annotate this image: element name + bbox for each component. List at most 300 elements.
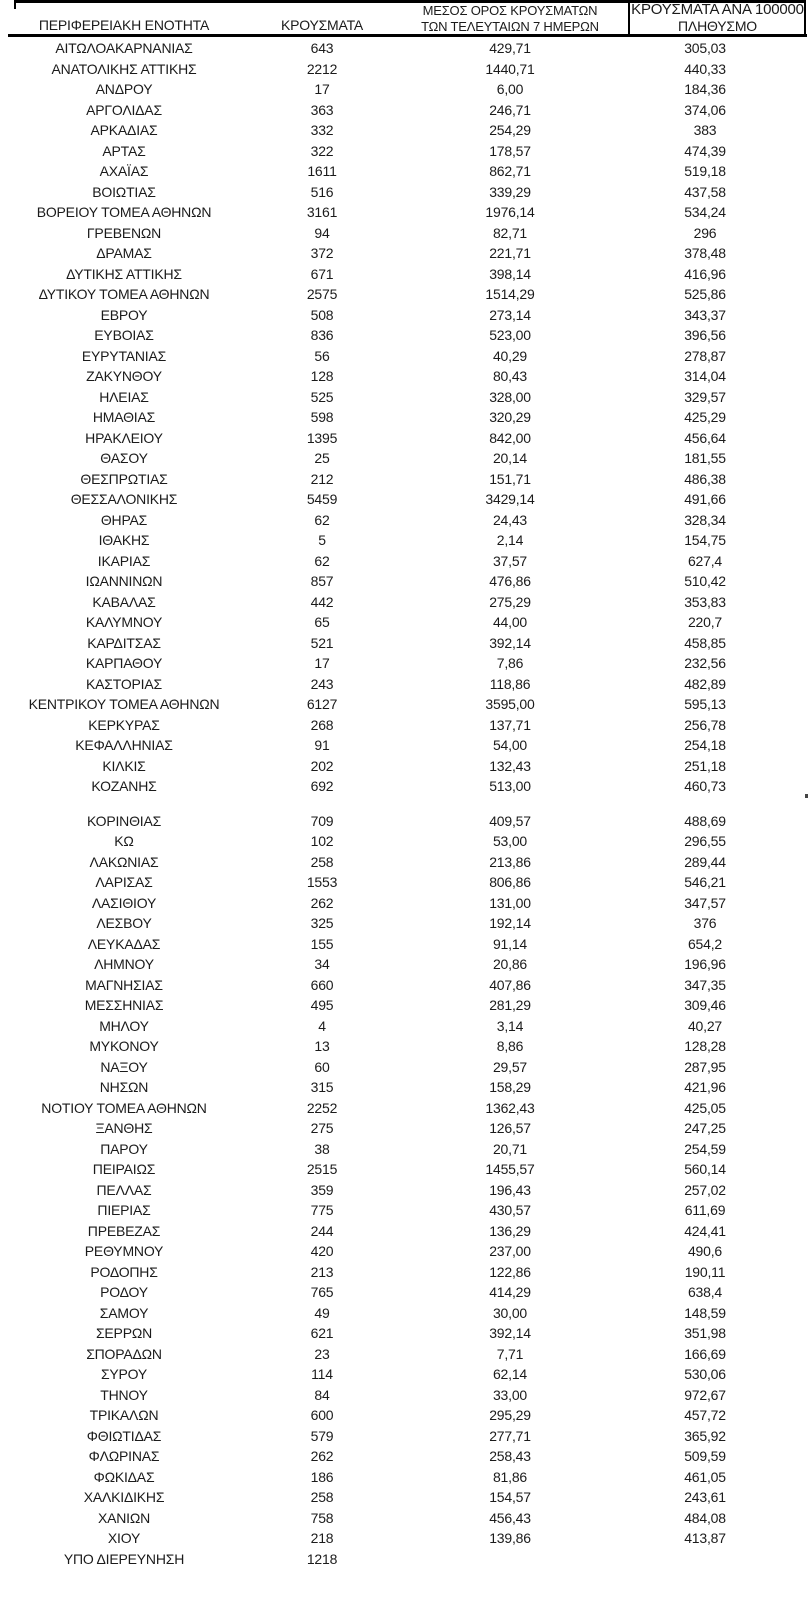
region-cell: ΑΡΓΟΛΙΔΑΣ xyxy=(86,101,162,118)
region-cell: ΧΑΝΙΩΝ xyxy=(97,1509,151,1526)
per100k-cell: 254,18 xyxy=(684,737,726,754)
cases-cell: 38 xyxy=(314,1140,330,1157)
avg7-cell: 154,57 xyxy=(489,1489,531,1506)
region-cell: ΠΕΛΛΑΣ xyxy=(96,1181,152,1198)
region-cell: ΣΑΜΟΥ xyxy=(99,1304,149,1321)
region-cell: ΤΡΙΚΑΛΩΝ xyxy=(89,1407,159,1424)
avg7-cell: 3595,00 xyxy=(485,696,535,713)
cases-cell: 643 xyxy=(310,40,334,57)
table-row xyxy=(0,469,810,490)
cases-cell: 322 xyxy=(310,142,334,159)
table-row xyxy=(0,913,810,934)
table-row xyxy=(0,182,810,203)
table-row xyxy=(0,264,810,285)
per100k-cell: 546,21 xyxy=(684,874,726,891)
cases-cell: 579 xyxy=(310,1427,334,1444)
per100k-cell: 560,14 xyxy=(684,1161,726,1178)
table-row xyxy=(0,1098,810,1119)
avg7-cell: 320,29 xyxy=(489,409,531,426)
cases-cell: 315 xyxy=(310,1079,334,1096)
avg7-cell: 513,00 xyxy=(489,778,531,795)
cases-cell: 258 xyxy=(310,853,334,870)
cases-cell: 516 xyxy=(310,183,334,200)
avg7-cell: 158,29 xyxy=(489,1079,531,1096)
table-row xyxy=(0,1323,810,1344)
table-row xyxy=(0,934,810,955)
cases-cell: 758 xyxy=(310,1509,334,1526)
per100k-cell: 654,2 xyxy=(687,935,723,952)
per100k-cell: 289,44 xyxy=(684,853,726,870)
region-cell: ΚΙΛΚΙΣ xyxy=(102,757,146,774)
table-row xyxy=(0,202,810,223)
cases-cell: 442 xyxy=(310,593,334,610)
table-row xyxy=(0,1262,810,1283)
cases-cell: 325 xyxy=(310,915,334,932)
region-cell: ΑΡΚΑΔΙΑΣ xyxy=(90,122,158,139)
region-cell: ΦΛΩΡΙΝΑΣ xyxy=(88,1448,160,1465)
avg7-cell: 3429,14 xyxy=(485,491,535,508)
region-cell: ΤΗΝΟΥ xyxy=(100,1386,148,1403)
cases-cell: 600 xyxy=(310,1407,334,1424)
per100k-cell: 257,02 xyxy=(684,1181,726,1198)
avg7-cell: 339,29 xyxy=(489,183,531,200)
header-avg-7day-line2: ΤΩΝ ΤΕΛΕΥΤΑΙΩΝ 7 ΗΜΕΡΩΝ xyxy=(421,18,599,34)
cases-cell: 5459 xyxy=(306,491,338,508)
cases-cell: 3161 xyxy=(306,204,338,221)
cases-cell: 202 xyxy=(310,757,334,774)
header-per-100k xyxy=(630,1,805,34)
table-row xyxy=(0,831,810,852)
region-cell: ΜΑΓΝΗΣΙΑΣ xyxy=(85,976,163,993)
avg7-cell: 7,71 xyxy=(496,1345,524,1362)
per100k-cell: 611,69 xyxy=(684,1202,726,1219)
region-cell: ΛΑΣΙΘΙΟΥ xyxy=(91,894,157,911)
table-header xyxy=(0,0,810,37)
cases-cell: 2575 xyxy=(306,286,338,303)
table-row xyxy=(0,694,810,715)
per100k-cell: 347,57 xyxy=(684,894,726,911)
per100k-cell: 376 xyxy=(693,915,717,932)
cases-cell: 521 xyxy=(310,634,334,651)
cases-cell: 34 xyxy=(314,956,330,973)
cases-cell: 765 xyxy=(310,1284,334,1301)
avg7-cell: 40,29 xyxy=(492,347,528,364)
per100k-cell: 457,72 xyxy=(684,1407,726,1424)
avg7-cell: 398,14 xyxy=(489,265,531,282)
per100k-cell: 181,55 xyxy=(684,450,726,467)
region-cell: ΘΗΡΑΣ xyxy=(100,511,148,528)
cases-cell: 212 xyxy=(310,470,334,487)
region-cell: ΘΑΣΟΥ xyxy=(100,450,148,467)
header-cases: ΚΡΟΥΣΜΑΤΑ xyxy=(280,17,364,33)
region-cell: ΕΒΡΟΥ xyxy=(100,306,148,323)
table-row xyxy=(0,1467,810,1488)
per100k-cell: 972,67 xyxy=(684,1386,726,1403)
avg7-cell: 122,86 xyxy=(489,1263,531,1280)
avg7-cell: 1976,14 xyxy=(485,204,535,221)
cases-cell: 857 xyxy=(310,573,334,590)
per100k-cell: 287,95 xyxy=(684,1058,726,1075)
cases-cell: 155 xyxy=(310,935,334,952)
avg7-cell: 281,29 xyxy=(489,997,531,1014)
per100k-cell: 534,24 xyxy=(684,204,726,221)
table-row xyxy=(0,1508,810,1529)
region-cell: ΛΑΡΙΣΑΣ xyxy=(95,874,153,891)
cases-cell: 262 xyxy=(310,1448,334,1465)
region-cell: ΚΑΡΔΙΤΣΑΣ xyxy=(87,634,161,651)
table-row xyxy=(0,1282,810,1303)
avg7-cell: 137,71 xyxy=(489,716,531,733)
table-row xyxy=(0,489,810,510)
header-region: ΠΕΡΙΦΕΡΕΙΑΚΗ ΕΝΟΤΗΤΑ xyxy=(38,17,210,33)
table-row xyxy=(0,1221,810,1242)
cases-cell: 1218 xyxy=(306,1550,338,1567)
cases-cell: 213 xyxy=(310,1263,334,1280)
avg7-cell: 20,71 xyxy=(492,1140,528,1157)
region-cell: ΚΟΡΙΝΘΙΑΣ xyxy=(86,812,162,829)
table-row xyxy=(0,954,810,975)
region-cell: ΔΥΤΙΚΟΥ ΤΟΜΕΑ ΑΘΗΝΩΝ xyxy=(38,286,210,303)
per100k-cell: 530,06 xyxy=(684,1366,726,1383)
avg7-cell: 139,86 xyxy=(489,1530,531,1547)
region-cell: ΠΡΕΒΕΖΑΣ xyxy=(87,1222,161,1239)
per100k-cell: 440,33 xyxy=(684,60,726,77)
table-row xyxy=(0,551,810,572)
per100k-cell: 510,42 xyxy=(684,573,726,590)
avg7-cell: 131,00 xyxy=(489,894,531,911)
avg7-cell: 806,86 xyxy=(489,874,531,891)
table-row xyxy=(0,1118,810,1139)
avg7-cell: 118,86 xyxy=(489,675,531,692)
avg7-cell: 80,43 xyxy=(492,368,528,385)
avg7-cell: 273,14 xyxy=(489,306,531,323)
avg7-cell: 295,29 xyxy=(489,1407,531,1424)
cases-cell: 1395 xyxy=(306,429,338,446)
per100k-cell: 482,89 xyxy=(684,675,726,692)
per100k-cell: 424,41 xyxy=(684,1222,726,1239)
region-cell: ΧΑΛΚΙΔΙΚΗΣ xyxy=(83,1489,165,1506)
table-row xyxy=(0,141,810,162)
cases-cell: 420 xyxy=(310,1243,334,1260)
cases-cell: 49 xyxy=(314,1304,330,1321)
per100k-cell: 519,18 xyxy=(684,163,726,180)
region-cell: ΚΑΣΤΟΡΙΑΣ xyxy=(86,675,162,692)
per100k-cell: 486,38 xyxy=(684,470,726,487)
per100k-cell: 461,05 xyxy=(684,1468,726,1485)
avg7-cell: 126,57 xyxy=(489,1120,531,1137)
table-row xyxy=(0,243,810,264)
per100k-cell: 343,37 xyxy=(684,306,726,323)
region-cell: ΑΝΔΡΟΥ xyxy=(95,81,153,98)
table-row xyxy=(0,1549,810,1570)
avg7-cell: 476,86 xyxy=(489,573,531,590)
avg7-cell: 91,14 xyxy=(492,935,528,952)
avg7-cell: 3,14 xyxy=(496,1017,524,1034)
table-row xyxy=(0,161,810,182)
per100k-cell: 278,87 xyxy=(684,347,726,364)
per100k-cell: 166,69 xyxy=(684,1345,726,1362)
per100k-cell: 305,03 xyxy=(684,40,726,57)
table-row xyxy=(0,1528,810,1549)
table-row xyxy=(0,1303,810,1324)
region-cell: ΕΥΒΟΙΑΣ xyxy=(94,327,154,344)
per100k-cell: 243,61 xyxy=(684,1489,726,1506)
avg7-cell: 7,86 xyxy=(496,655,524,672)
header-underline-rule xyxy=(8,34,807,37)
avg7-cell: 20,86 xyxy=(492,956,528,973)
region-cell: ΛΕΣΒΟΥ xyxy=(96,915,152,932)
per100k-cell: 383 xyxy=(693,122,717,139)
avg7-cell: 136,29 xyxy=(489,1222,531,1239)
region-cell: ΚΑΡΠΑΘΟΥ xyxy=(85,655,163,672)
cases-cell: 268 xyxy=(310,716,334,733)
cases-cell: 23 xyxy=(314,1345,330,1362)
cases-cell: 25 xyxy=(314,450,330,467)
per100k-cell: 309,46 xyxy=(684,997,726,1014)
avg7-cell: 2,14 xyxy=(496,532,524,549)
table-row xyxy=(0,1405,810,1426)
per100k-cell: 456,64 xyxy=(684,429,726,446)
per100k-cell: 128,28 xyxy=(684,1038,726,1055)
region-cell: ΗΡΑΚΛΕΙΟΥ xyxy=(85,429,163,446)
per100k-cell: 40,27 xyxy=(687,1017,723,1034)
per100k-cell: 416,96 xyxy=(684,265,726,282)
region-cell: ΝΑΞΟΥ xyxy=(100,1058,148,1075)
region-cell: ΝΗΣΩΝ xyxy=(99,1079,149,1096)
cases-cell: 258 xyxy=(310,1489,334,1506)
table-row xyxy=(0,1057,810,1078)
per100k-cell: 425,05 xyxy=(684,1099,726,1116)
avg7-cell: 151,71 xyxy=(489,470,531,487)
avg7-cell: 1362,43 xyxy=(485,1099,535,1116)
avg7-cell: 409,57 xyxy=(489,812,531,829)
avg7-cell: 20,14 xyxy=(492,450,528,467)
region-cell: ΑΝΑΤΟΛΙΚΗΣ ΑΤΤΙΚΗΣ xyxy=(51,60,197,77)
cases-cell: 692 xyxy=(310,778,334,795)
table-row xyxy=(0,872,810,893)
table-row xyxy=(0,366,810,387)
per100k-cell: 413,87 xyxy=(684,1530,726,1547)
avg7-cell: 456,43 xyxy=(489,1509,531,1526)
per100k-cell: 458,85 xyxy=(684,634,726,651)
avg7-cell: 44,00 xyxy=(492,614,528,631)
table-row xyxy=(0,674,810,695)
region-cell: ΚΩ xyxy=(114,833,134,850)
cases-cell: 709 xyxy=(310,812,334,829)
region-cell: ΚΟΖΑΝΗΣ xyxy=(91,778,157,795)
avg7-cell: 8,86 xyxy=(496,1038,524,1055)
table-row xyxy=(0,79,810,100)
table-row xyxy=(0,1385,810,1406)
per100k-cell: 638,4 xyxy=(687,1284,723,1301)
per100k-cell: 296 xyxy=(693,224,717,241)
region-cell: ΓΡΕΒΕΝΩΝ xyxy=(86,224,162,241)
table-row xyxy=(0,1344,810,1365)
region-cell: ΕΥΡΥΤΑΝΙΑΣ xyxy=(81,347,167,364)
table-row xyxy=(0,1180,810,1201)
per100k-cell: 474,39 xyxy=(684,142,726,159)
region-cell: ΜΥΚΟΝΟΥ xyxy=(89,1038,159,1055)
per100k-cell: 296,55 xyxy=(684,833,726,850)
per100k-cell: 154,75 xyxy=(684,532,726,549)
region-cell: ΚΕΦΑΛΛΗΝΙΑΣ xyxy=(75,737,173,754)
region-cell: ΙΩΑΝΝΙΝΩΝ xyxy=(85,573,163,590)
per100k-cell: 437,58 xyxy=(684,183,726,200)
table-row xyxy=(0,633,810,654)
cases-cell: 332 xyxy=(310,122,334,139)
header-avg-7day-line1: ΜΕΣΟΣ ΟΡΟΣ ΚΡΟΥΣΜΑΤΩΝ xyxy=(422,3,598,18)
table-row xyxy=(0,852,810,873)
avg7-cell: 54,00 xyxy=(492,737,528,754)
avg7-cell: 6,00 xyxy=(496,81,524,98)
region-cell: ΔΡΑΜΑΣ xyxy=(96,245,152,262)
table-row xyxy=(0,1159,810,1180)
cases-cell: 262 xyxy=(310,894,334,911)
cases-cell: 508 xyxy=(310,306,334,323)
region-cell: ΣΥΡΟΥ xyxy=(100,1366,148,1383)
cases-cell: 60 xyxy=(314,1058,330,1075)
per100k-cell: 196,96 xyxy=(684,956,726,973)
per100k-cell: 488,69 xyxy=(684,812,726,829)
avg7-cell: 1440,71 xyxy=(485,60,535,77)
per100k-cell: 314,04 xyxy=(684,368,726,385)
avg7-cell: 82,71 xyxy=(492,224,528,241)
region-cell: ΑΡΤΑΣ xyxy=(102,142,146,159)
per100k-cell: 491,66 xyxy=(684,491,726,508)
avg7-cell: 392,14 xyxy=(489,634,531,651)
region-cell: ΠΕΙΡΑΙΩΣ xyxy=(92,1161,156,1178)
table-row xyxy=(0,510,810,531)
table-row xyxy=(0,1200,810,1221)
region-cell: ΔΥΤΙΚΗΣ ΑΤΤΙΚΗΣ xyxy=(66,265,182,282)
table-row xyxy=(0,59,810,80)
cases-cell: 62 xyxy=(314,511,330,528)
per100k-cell: 525,86 xyxy=(684,286,726,303)
table-row xyxy=(0,995,810,1016)
region-cell: ΠΙΕΡΙΑΣ xyxy=(97,1202,151,1219)
avg7-cell: 407,86 xyxy=(489,976,531,993)
avg7-cell: 258,43 xyxy=(489,1448,531,1465)
avg7-cell: 275,29 xyxy=(489,593,531,610)
per100k-cell: 627,4 xyxy=(687,552,723,569)
cases-cell: 2252 xyxy=(306,1099,338,1116)
table-body xyxy=(0,38,810,1569)
cases-cell: 660 xyxy=(310,976,334,993)
cases-cell: 13 xyxy=(314,1038,330,1055)
region-cell: ΚΕΡΚΥΡΑΣ xyxy=(88,716,160,733)
header-per-100k-line1: ΚΡΟΥΣΜΑΤΑ ΑΝΑ 100000 xyxy=(631,1,804,18)
cases-cell: 91 xyxy=(314,737,330,754)
cases-cell: 1611 xyxy=(307,163,337,180)
page-edge-artifact xyxy=(805,794,808,798)
avg7-cell: 37,57 xyxy=(492,552,528,569)
table-row xyxy=(0,1426,810,1447)
table-row xyxy=(0,1139,810,1160)
region-cell: ΛΑΚΩΝΙΑΣ xyxy=(89,853,159,870)
cases-cell: 243 xyxy=(310,675,334,692)
avg7-cell: 328,00 xyxy=(489,388,531,405)
per100k-cell: 347,35 xyxy=(684,976,726,993)
region-cell: ΚΑΒΑΛΑΣ xyxy=(92,593,156,610)
avg7-cell: 254,29 xyxy=(489,122,531,139)
per100k-cell: 254,59 xyxy=(684,1140,726,1157)
table-row xyxy=(0,448,810,469)
per100k-cell: 232,56 xyxy=(684,655,726,672)
table-row xyxy=(0,305,810,326)
avg7-cell: 392,14 xyxy=(489,1325,531,1342)
cases-cell: 775 xyxy=(310,1202,334,1219)
region-cell: ΙΚΑΡΙΑΣ xyxy=(97,552,151,569)
per100k-cell: 421,96 xyxy=(684,1079,726,1096)
header-avg-7day xyxy=(405,3,615,34)
table-row xyxy=(0,120,810,141)
region-cell: ΗΛΕΙΑΣ xyxy=(99,388,149,405)
per100k-cell: 251,18 xyxy=(684,757,726,774)
cases-cell: 94 xyxy=(314,224,330,241)
cases-cell: 2212 xyxy=(306,60,338,77)
avg7-cell: 1455,57 xyxy=(485,1161,535,1178)
header-per-100k-line2: ΠΛΗΘΥΣΜΟ xyxy=(678,18,757,34)
region-cell: ΚΕΝΤΡΙΚΟΥ ΤΟΜΕΑ ΑΘΗΝΩΝ xyxy=(28,696,220,713)
table-row xyxy=(0,811,810,832)
cases-cell: 525 xyxy=(310,388,334,405)
region-cell: ΡΟΔΟΠΗΣ xyxy=(90,1263,158,1280)
avg7-cell: 523,00 xyxy=(489,327,531,344)
table-row xyxy=(0,223,810,244)
per100k-cell: 353,83 xyxy=(684,593,726,610)
cases-cell: 598 xyxy=(310,409,334,426)
table-row xyxy=(0,612,810,633)
table-row xyxy=(0,346,810,367)
avg7-cell: 192,14 xyxy=(489,915,531,932)
cases-cell: 128 xyxy=(310,368,334,385)
cases-cell: 84 xyxy=(314,1386,330,1403)
cases-cell: 65 xyxy=(314,614,330,631)
cases-cell: 275 xyxy=(310,1120,334,1137)
cases-cell: 359 xyxy=(310,1181,334,1198)
table-row xyxy=(0,284,810,305)
per100k-cell: 365,92 xyxy=(684,1427,726,1444)
cases-cell: 244 xyxy=(310,1222,334,1239)
table-row xyxy=(0,715,810,736)
cases-cell: 621 xyxy=(310,1325,334,1342)
table-row xyxy=(0,776,810,797)
per100k-cell: 190,11 xyxy=(684,1263,726,1280)
avg7-cell: 1514,29 xyxy=(485,286,535,303)
region-cell: ΣΠΟΡΑΔΩΝ xyxy=(86,1345,162,1362)
table-row xyxy=(0,100,810,121)
avg7-cell: 81,86 xyxy=(492,1468,528,1485)
avg7-cell: 429,71 xyxy=(489,40,531,57)
per100k-cell: 220,7 xyxy=(687,614,723,631)
table-row xyxy=(0,1446,810,1467)
region-cell: ΦΘΙΩΤΙΔΑΣ xyxy=(86,1427,162,1444)
avg7-cell: 430,57 xyxy=(489,1202,531,1219)
cases-cell: 186 xyxy=(310,1468,334,1485)
avg7-cell: 24,43 xyxy=(492,511,528,528)
table-row xyxy=(0,38,810,59)
cases-cell: 17 xyxy=(314,81,330,98)
region-cell: ΠΑΡΟΥ xyxy=(100,1140,148,1157)
table-row xyxy=(0,530,810,551)
region-cell: ΣΕΡΡΩΝ xyxy=(95,1325,153,1342)
cases-cell: 2515 xyxy=(306,1161,338,1178)
table-row xyxy=(0,325,810,346)
per100k-cell: 509,59 xyxy=(684,1448,726,1465)
cases-cell: 6127 xyxy=(306,696,338,713)
avg7-cell: 53,00 xyxy=(492,833,528,850)
region-cell: ΛΕΥΚΑΔΑΣ xyxy=(87,935,161,952)
